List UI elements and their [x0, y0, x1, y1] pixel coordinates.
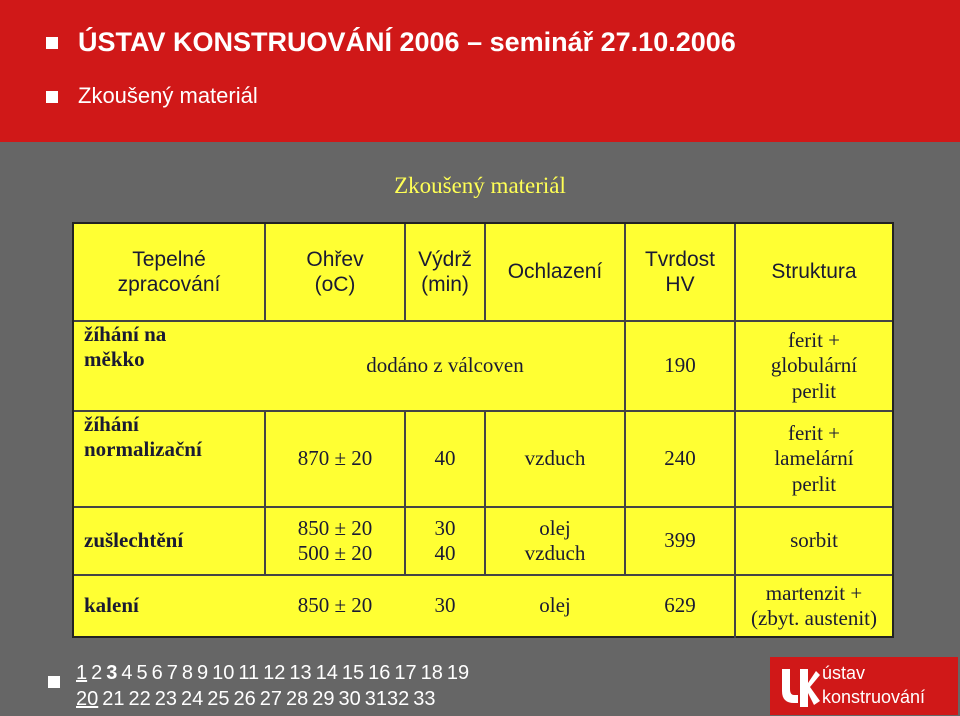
page-link-23[interactable]: 23: [154, 688, 177, 710]
struktura-text: globulární: [770, 353, 858, 378]
struktura-text: ferit +: [787, 421, 841, 446]
page-links-row-1: [76, 662, 473, 685]
header-text: Tepelné: [132, 247, 206, 271]
page-link-2[interactable]: 2: [91, 662, 103, 684]
header-ochlazeni: [486, 224, 624, 320]
page-link-6[interactable]: 6: [151, 662, 163, 684]
slide-title: Zkoušený materiál: [394, 173, 566, 198]
vydrz-text: 40: [434, 541, 456, 565]
header-text: HV: [665, 273, 695, 296]
vydrz-value: 40: [434, 446, 456, 471]
row-name-text: měkko: [84, 347, 145, 372]
logo-text-line1: ústav: [822, 663, 866, 683]
ochlazeni-value: olej: [539, 593, 571, 618]
page-link-7[interactable]: 7: [166, 662, 178, 684]
page-link-26[interactable]: 26: [233, 688, 256, 710]
ustav-konstruovani-logo: [770, 657, 958, 715]
ohrev-value: 850 ± 20: [297, 593, 373, 618]
row-name-zihani-na-mekko: [84, 322, 264, 410]
page-link-16[interactable]: 16: [368, 662, 391, 684]
ohrev-text: 850 ± 20: [297, 515, 373, 540]
ochlazeni-text: vzduch: [524, 541, 586, 565]
uk-logo-icon: [776, 661, 820, 711]
page-link-15[interactable]: 15: [341, 662, 365, 684]
hv-value: 399: [664, 528, 696, 553]
page-link-33[interactable]: 33: [413, 688, 436, 710]
header-vydrz: [406, 224, 484, 320]
page-link-17[interactable]: 17: [394, 662, 417, 684]
logo-text-line2: konstruování: [822, 687, 926, 707]
struktura-value: [736, 322, 892, 410]
ohrev-value: [266, 508, 404, 574]
row-name-text: žíhání na: [84, 322, 167, 346]
page-link-11[interactable]: 11: [238, 662, 260, 684]
ohrev-text: 500 ± 20: [297, 541, 373, 565]
header-subtitle: Zkoušený materiál: [78, 83, 258, 108]
ochlazeni-value: vzduch: [524, 446, 586, 471]
struktura-text: (zbyt. austenit): [751, 606, 877, 630]
header-ohrev: [266, 224, 404, 320]
page-link-3[interactable]: 3: [106, 662, 118, 684]
page-link-19[interactable]: 19: [446, 662, 470, 684]
header-text: (min): [421, 273, 469, 296]
page-link-8[interactable]: 8: [181, 662, 193, 684]
slide-header: [0, 0, 960, 142]
page-link-9[interactable]: 9: [197, 662, 209, 684]
bullet-square-icon: [46, 91, 58, 103]
vydrz-value: 30: [434, 593, 456, 618]
page-link-1[interactable]: 1: [76, 662, 88, 684]
page-link-18[interactable]: 18: [420, 662, 443, 684]
page-links-row-2: [76, 688, 440, 711]
row-name-text: normalizační: [84, 437, 202, 462]
struktura-text: perlit: [791, 471, 837, 496]
struktura-text: martenzit +: [765, 580, 863, 605]
header-text: Tvrdost: [644, 247, 715, 271]
row-name-zuslechteni: zušlechtění: [84, 528, 184, 553]
row-name-text: žíhání: [84, 412, 139, 436]
page-link-4[interactable]: 4: [121, 662, 133, 684]
ochlazeni-value: [486, 508, 624, 574]
page-link-5[interactable]: 5: [136, 662, 148, 684]
bullet-square-icon: [46, 37, 58, 49]
header-text: zpracování: [117, 273, 221, 296]
page-link-28[interactable]: 28: [286, 688, 309, 710]
struktura-value: [736, 412, 892, 506]
hv-value: 190: [664, 353, 696, 378]
hv-value: 240: [664, 446, 696, 471]
struktura-text: perlit: [791, 378, 837, 403]
page-link-22[interactable]: 22: [128, 688, 151, 710]
struktura-text: lamelární: [774, 446, 854, 471]
page-link-30[interactable]: 30: [338, 688, 361, 710]
bullet-square-icon: [48, 676, 60, 688]
page-link-14[interactable]: 14: [315, 662, 338, 684]
header-text: Struktura: [771, 260, 857, 284]
header-struktura: [736, 224, 892, 320]
page-link-29[interactable]: 29: [312, 688, 335, 710]
ohrev-value: 870 ± 20: [297, 446, 373, 471]
page-link-25[interactable]: 25: [207, 688, 230, 710]
merged-cell-dodano: dodáno z válcoven: [366, 353, 524, 378]
header-tvrdost: [626, 224, 734, 320]
vydrz-text: 30: [434, 515, 456, 540]
struktura-value: sorbit: [790, 528, 838, 553]
material-table: [72, 222, 894, 638]
page-link-3132[interactable]: 3132: [364, 688, 410, 710]
struktura-value: [736, 576, 892, 636]
header-text: Výdrž: [418, 247, 472, 271]
page-link-12[interactable]: 12: [263, 662, 286, 684]
page-link-24[interactable]: 24: [181, 688, 204, 710]
header-text: Ochlazení: [507, 260, 603, 284]
hv-value: 629: [664, 593, 696, 618]
page-link-20[interactable]: 20: [76, 688, 99, 710]
header-tepelne-zpracovani: [74, 224, 264, 320]
row-name-zihani-normalizacni: [84, 412, 264, 506]
ochlazeni-text: olej: [539, 515, 571, 540]
page-link-13[interactable]: 13: [289, 662, 312, 684]
vydrz-value: [406, 508, 484, 574]
page-link-10[interactable]: 10: [212, 662, 235, 684]
struktura-text: ferit +: [787, 328, 841, 353]
row-name-kaleni: kalení: [84, 593, 139, 618]
page-link-27[interactable]: 27: [259, 688, 282, 710]
header-text: (oC): [314, 273, 356, 296]
page-link-21[interactable]: 21: [102, 688, 125, 710]
header-text: Ohřev: [306, 247, 364, 271]
header-title: ÚSTAV KONSTRUOVÁNÍ 2006 – seminář 27.10.2006: [78, 27, 736, 57]
